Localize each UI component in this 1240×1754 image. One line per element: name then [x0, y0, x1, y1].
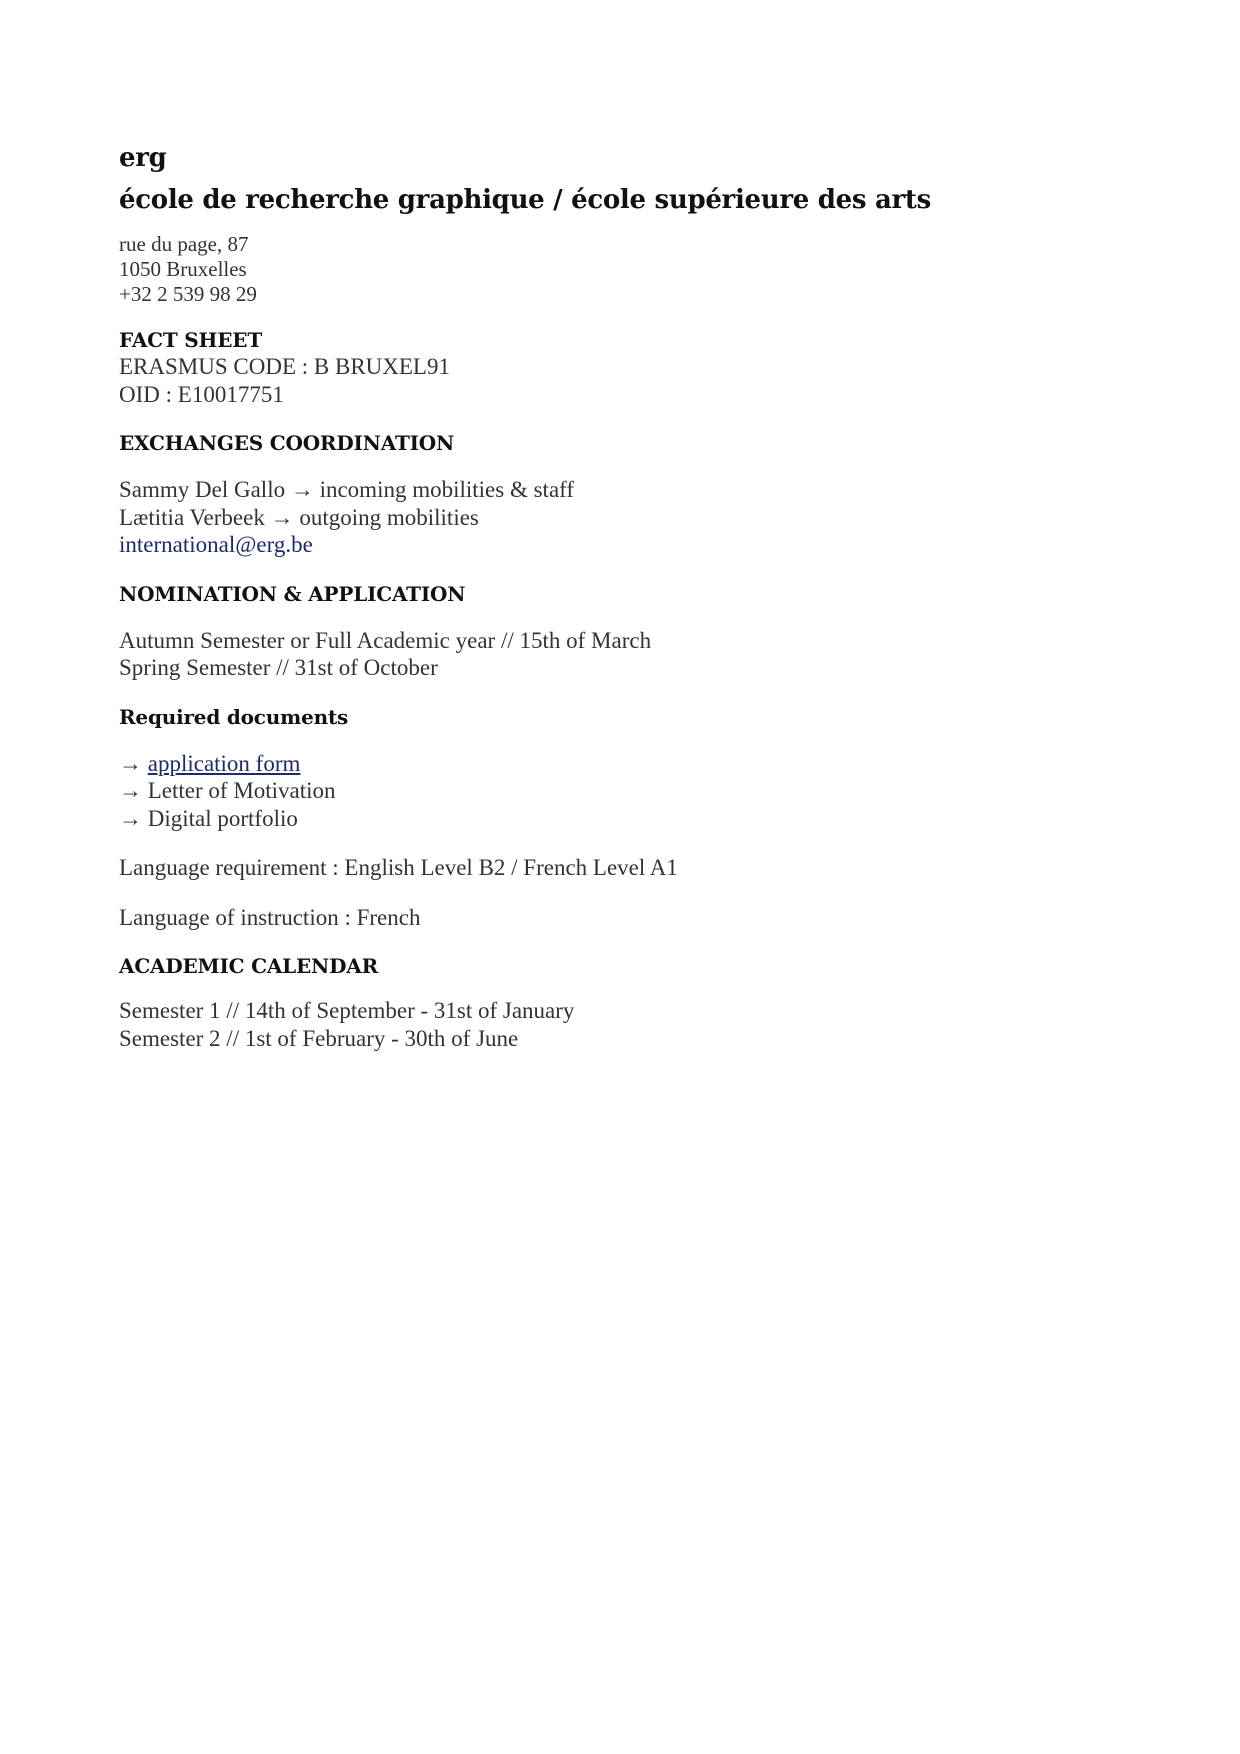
language-requirement: Language requirement : English Level B2 / French Level A1	[119, 855, 678, 880]
fact-sheet-title: FACT SHEET	[119, 328, 263, 352]
address-block	[119, 232, 1119, 307]
address-phone: +32 2 539 98 29	[119, 282, 257, 306]
document-item-motivation: → Letter of Motivation	[119, 778, 336, 803]
outgoing-contact: Lætitia Verbeek → outgoing mobilities	[119, 504, 479, 530]
document-item-portfolio: → Digital portfolio	[119, 805, 298, 831]
calendar-semester-2: Semester 2 // 1st of February - 30th of June	[119, 1025, 519, 1051]
application-form-link[interactable]: application form	[147, 750, 301, 776]
incoming-contact: Sammy Del Gallo → incoming mobilities & staff	[119, 477, 575, 502]
nomination-deadline-autumn: Autumn Semester or Full Academic year // 15th of March	[119, 627, 652, 653]
fact-sheet-section	[119, 327, 1119, 408]
international-email-link[interactable]: international@erg.be	[119, 532, 313, 557]
exchanges-section	[119, 430, 1119, 559]
language-instruction: Language of instruction : French	[119, 904, 421, 930]
address-street: rue du page, 87	[119, 232, 249, 256]
calendar-title: ACADEMIC CALENDAR	[119, 954, 379, 978]
arrow-right-icon: →	[119, 750, 148, 776]
address-city: 1050 Bruxelles	[119, 257, 247, 281]
calendar-semester-1: Semester 1 // 14th of September - 31st of January	[119, 998, 575, 1023]
document-item-application	[119, 750, 1119, 778]
oid-code: OID : E10017751	[119, 381, 284, 407]
documents-section	[119, 704, 1119, 833]
calendar-section	[119, 953, 1119, 1052]
exchanges-title: EXCHANGES COORDINATION	[119, 431, 455, 455]
fact-sheet-page	[119, 138, 1119, 1052]
nomination-deadline-spring: Spring Semester // 31st of October	[119, 655, 438, 680]
school-short-name: erg	[119, 143, 167, 173]
nomination-section	[119, 581, 1119, 682]
nomination-title: NOMINATION & APPLICATION	[119, 581, 466, 606]
school-full-name: école de recherche graphique / école supérieure des arts	[119, 185, 931, 215]
erasmus-code: ERASMUS CODE : B BRUXEL91	[119, 354, 450, 379]
documents-title: Required documents	[119, 704, 349, 729]
